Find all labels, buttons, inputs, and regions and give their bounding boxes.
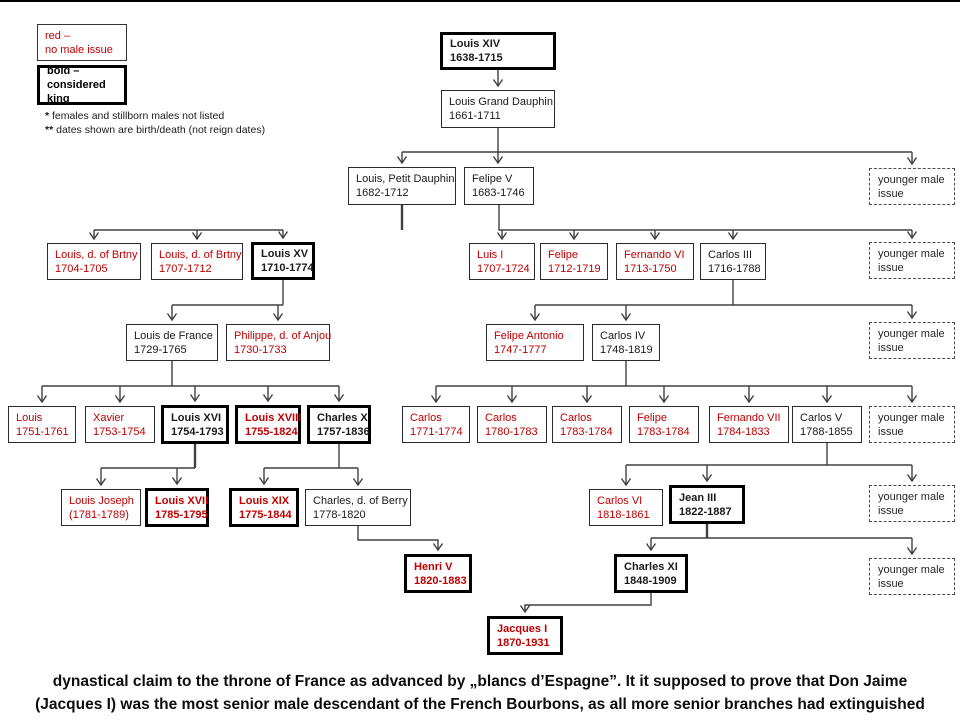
node-louis-de-france: Louis de France 1729-1765 bbox=[126, 324, 218, 361]
node-louis-xv: Louis XV 1710-1774 bbox=[251, 242, 315, 280]
node-luis-i: Luis I 1707-1724 bbox=[469, 243, 535, 280]
node-philippe-anjou: Philippe, d. of Anjou 1730-1733 bbox=[226, 324, 330, 361]
node-fernando-vi: Fernando VI 1713-1750 bbox=[616, 243, 694, 280]
caption bbox=[0, 670, 960, 716]
node-felipe-antonio: Felipe Antonio 1747-1777 bbox=[486, 324, 584, 361]
footnote-2: ** dates shown are birth/death (not reign dates) bbox=[45, 123, 266, 136]
legend-red-line2: no male issue bbox=[45, 43, 113, 56]
footnotes bbox=[45, 110, 265, 137]
node-louis-xiv: Louis XIV 1638-1715 bbox=[440, 32, 556, 70]
node-felipe-1783: Felipe 1783-1784 bbox=[629, 406, 699, 443]
younger-male-issue-4: younger male issue bbox=[869, 406, 955, 443]
node-carlos-1780: Carlos 1780-1783 bbox=[477, 406, 547, 443]
legend-bold-line1: bold – bbox=[47, 65, 80, 77]
node-jean-iii: Jean III 1822-1887 bbox=[669, 485, 745, 524]
legend-bold-box bbox=[37, 65, 127, 105]
node-louis-brtny-1: Louis, d. of Brtny 1704-1705 bbox=[47, 243, 141, 280]
legend-bold-line2: considered king bbox=[47, 79, 106, 105]
node-louis-xvi: Louis XVI 1754-1793 bbox=[161, 405, 229, 444]
node-fernando-vii: Fernando VII 1784-1833 bbox=[709, 406, 789, 443]
node-carlos-iv: Carlos IV 1748-1819 bbox=[592, 324, 660, 361]
node-carlos-v: Carlos V 1788-1855 bbox=[792, 406, 862, 443]
node-xavier: Xavier 1753-1754 bbox=[85, 406, 155, 443]
node-louis-joseph: Louis Joseph (1781-1789) bbox=[61, 489, 141, 526]
node-felipe-1712: Felipe 1712-1719 bbox=[540, 243, 608, 280]
younger-male-issue-1: younger male issue bbox=[869, 168, 955, 205]
node-grand-dauphin: Louis Grand Dauphin 1661-1711 bbox=[441, 90, 555, 128]
node-louis-xix: Louis XIX 1775-1844 bbox=[229, 488, 299, 527]
younger-male-issue-2: younger male issue bbox=[869, 242, 955, 279]
younger-male-issue-6: younger male issue bbox=[869, 558, 955, 595]
node-carlos-vi: Carlos VI 1818-1861 bbox=[589, 489, 663, 526]
node-charles-xi: Charles XI 1848-1909 bbox=[614, 554, 688, 593]
node-carlos-iii: Carlos III 1716-1788 bbox=[700, 243, 766, 280]
younger-male-issue-5: younger male issue bbox=[869, 485, 955, 522]
node-louis-xvii: Louis XVII 1785-1795 bbox=[145, 488, 209, 527]
node-louis-brtny-2: Louis, d. of Brtny 1707-1712 bbox=[151, 243, 243, 280]
legend-red-box bbox=[37, 24, 127, 61]
node-jacques-i: Jacques I 1870-1931 bbox=[487, 616, 563, 655]
legend-red-line1: red – bbox=[45, 29, 71, 42]
node-louis-xviii: Louis XVIII 1755-1824 bbox=[235, 405, 301, 444]
node-felipe-v: Felipe V 1683-1746 bbox=[464, 167, 534, 205]
node-henri-v: Henri V 1820-1883 bbox=[404, 554, 472, 593]
node-charles-berry: Charles, d. of Berry 1778-1820 bbox=[305, 489, 411, 526]
node-louis-1751: Louis 1751-1761 bbox=[8, 406, 76, 443]
node-petit-dauphin: Louis, Petit Dauphin 1682-1712 bbox=[348, 167, 456, 205]
node-carlos-1783: Carlos 1783-1784 bbox=[552, 406, 622, 443]
node-charles-x: Charles X 1757-1836 bbox=[307, 405, 371, 444]
younger-male-issue-3: younger male issue bbox=[869, 322, 955, 359]
caption-line-1: dynastical claim to the throne of France as advanced by „blancs d’Espagne”. It it supposed to prove that Don Jaime bbox=[52, 673, 908, 690]
node-carlos-1771: Carlos 1771-1774 bbox=[402, 406, 470, 443]
caption-line-2: (Jacques I) was the most senior male descendant of the French Bourbons, as all more senior branches had extinguished bbox=[35, 696, 925, 713]
footnote-1: * females and stillborn males not listed bbox=[45, 110, 225, 122]
